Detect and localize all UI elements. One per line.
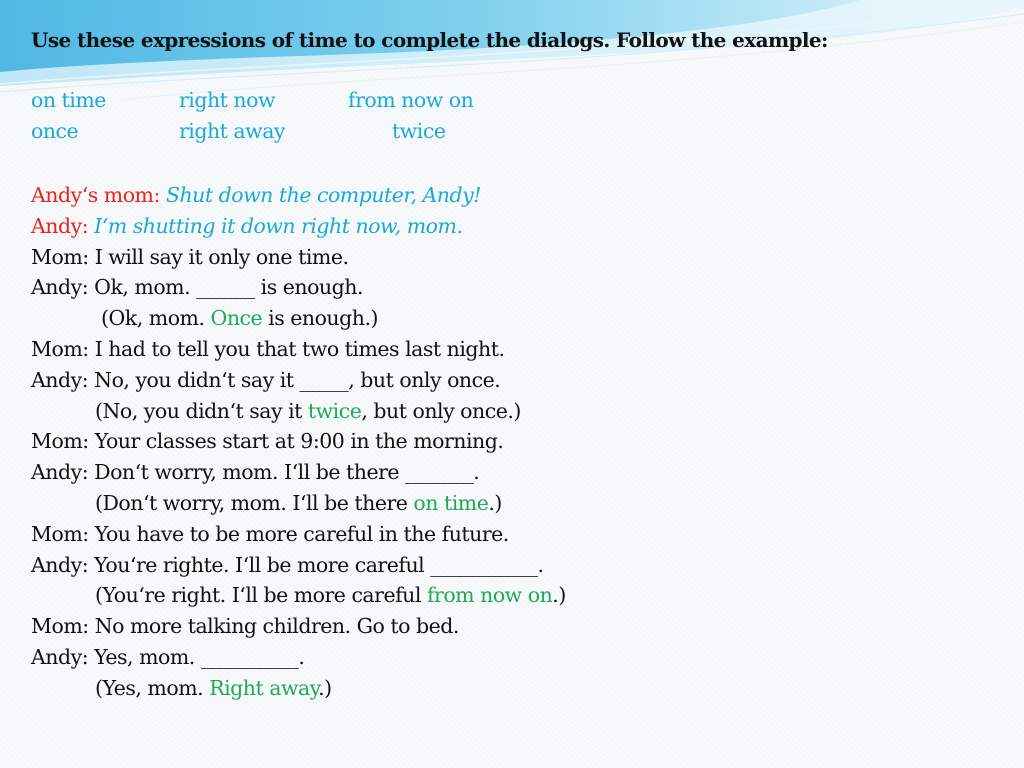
- answer-word: Once: [210, 306, 263, 331]
- dialog-line-andy: Andy: Yes, mom. __________.: [31, 644, 305, 669]
- word-bank-row-2: [31, 119, 631, 150]
- answer-line: [31, 673, 731, 704]
- answer-text: (Ok, mom.: [101, 306, 211, 331]
- answer-line: [31, 396, 731, 427]
- example-line: [31, 211, 731, 242]
- speaker-label: Andy:: [31, 213, 89, 238]
- answer-text: .): [552, 583, 566, 608]
- example-line: [31, 180, 731, 211]
- dialog-line-andy: Andy: No, you didn‘t say it _____, but only once.: [31, 367, 501, 392]
- answer-text: , but only once.): [361, 398, 521, 423]
- answer-text: .): [318, 675, 332, 700]
- answer-word: twice: [307, 398, 362, 423]
- speaker-label: Andy‘s mom:: [31, 183, 160, 207]
- answer-text: (Yes, mom.: [95, 675, 210, 700]
- answer-text: (You‘re right. I‘ll be more careful: [95, 583, 427, 608]
- dialog-line-andy: Andy: You‘re righte. I‘ll be more careful ___________.: [31, 552, 544, 577]
- word-bank-row-1: [31, 88, 631, 119]
- answer-line: [31, 488, 731, 519]
- example-text: I‘m shutting it down right now, mom.: [94, 213, 463, 238]
- answer-word: on time: [413, 490, 489, 515]
- word-bank-item: right away: [179, 119, 286, 143]
- answer-text: (Don‘t worry, mom. I‘ll be there: [95, 490, 414, 515]
- dialog-line-mom: Mom: You have to be more careful in the future.: [31, 521, 509, 546]
- word-bank-item: right now: [179, 88, 276, 112]
- answer-word: Right away: [209, 675, 319, 700]
- answer-word: from now on: [426, 583, 553, 608]
- dialog-line-mom: Mom: I had to tell you that two times last night.: [31, 336, 505, 361]
- answer-text: .): [488, 490, 502, 515]
- dialog-line-mom: Mom: No more talking children. Go to bed.: [31, 614, 459, 639]
- answer-line: [31, 580, 731, 611]
- dialog-line-mom: Mom: Your classes start at 9:00 in the morning.: [31, 429, 504, 454]
- word-bank-item: once: [31, 119, 79, 143]
- dialog-line-andy: Andy: Don‘t worry, mom. I‘ll be there _______.: [31, 460, 480, 485]
- answer-line: [31, 303, 731, 334]
- answer-text: (No, you didn‘t say it: [95, 398, 308, 423]
- instruction-heading: Use these expressions of time to complete the dialogs. Follow the example:: [31, 28, 828, 52]
- dialog-section: [31, 180, 731, 704]
- dialog-line-mom: Mom: I will say it only one time.: [31, 244, 349, 269]
- example-text: Shut down the computer, Andy!: [165, 183, 481, 207]
- dialog-line-andy: Andy: Ok, mom. ______ is enough.: [31, 275, 363, 300]
- word-bank-item: twice: [392, 119, 446, 143]
- word-bank-item: on time: [31, 88, 106, 112]
- answer-text: is enough.): [262, 306, 378, 331]
- word-bank-item: from now on: [348, 88, 474, 112]
- word-bank: [31, 88, 631, 150]
